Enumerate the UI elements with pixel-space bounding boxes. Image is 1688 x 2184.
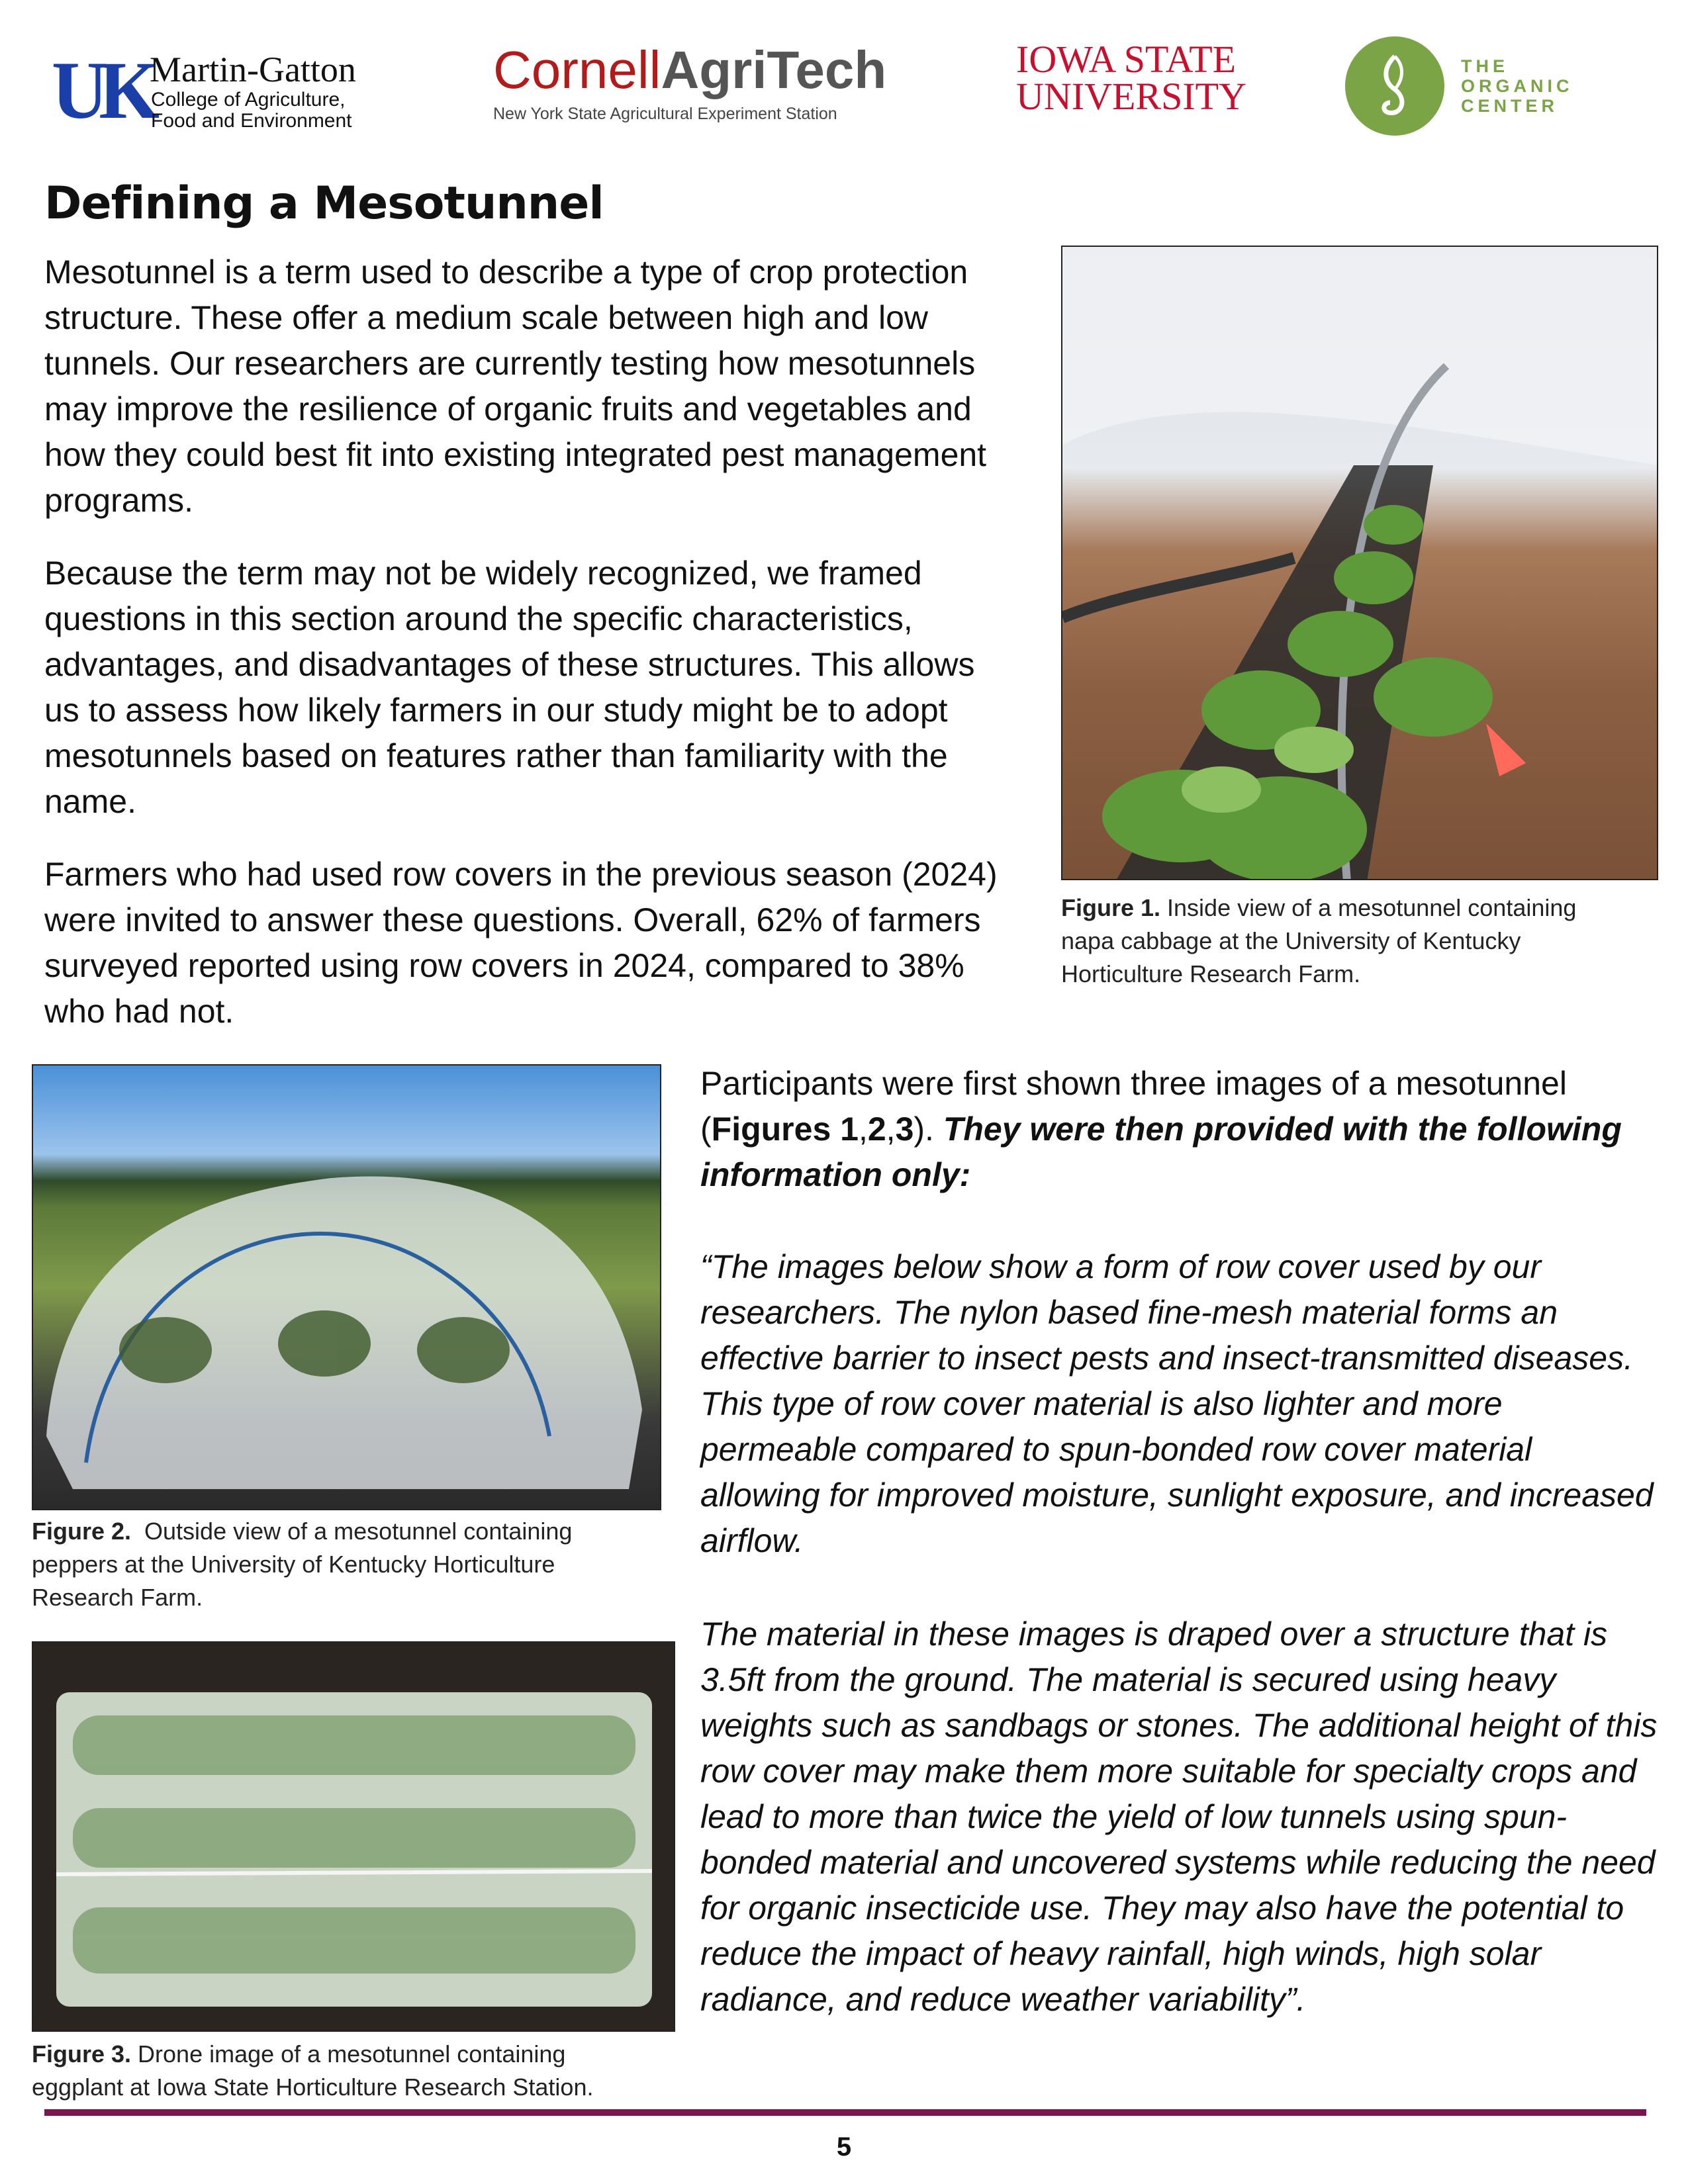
text-line: bonded material and uncovered systems while reducing the need	[700, 1844, 1656, 1881]
emphasis-text: information only:	[700, 1156, 971, 1193]
leaf-icon	[1345, 36, 1444, 136]
text-line: This type of row cover material is also lighter and more	[700, 1385, 1503, 1422]
page-number: 5	[836, 2132, 852, 2161]
quote-paragraph-1	[700, 1244, 1654, 1564]
caption-line: Horticulture Research Farm.	[1061, 960, 1361, 987]
text-line: permeable compared to spun-bonded row cover material	[700, 1431, 1532, 1468]
agritech-text: AgriTech	[661, 40, 887, 99]
uk-logo	[52, 44, 409, 136]
text-line: radiance, and reduce weather variability”.	[700, 1981, 1306, 2018]
cornell-sub: New York State Agricultural Experiment Station	[493, 105, 837, 123]
paragraph-2	[44, 551, 974, 825]
text-line: us to assess how likely farmers in our study might be to adopt	[44, 692, 948, 729]
text-line: Participants were first shown three images of a mesotunnel	[700, 1065, 1567, 1102]
figure-ref: 3	[895, 1111, 914, 1148]
footer-rule	[44, 2109, 1646, 2116]
text-line: how they could best fit into existing integrated pest management	[44, 436, 987, 473]
text-line: were invited to answer these questions. Overall, 62% of farmers	[44, 901, 981, 938]
text-line: Mesotunnel is a term used to describe a type of crop protection	[44, 253, 968, 291]
text-line: programs.	[44, 482, 194, 519]
figure-ref: Figures 1	[711, 1111, 859, 1148]
text-line: surveyed reported using row covers in 2024, compared to 38%	[44, 947, 964, 984]
uk-mark: UK	[52, 44, 150, 136]
uk-line2: Food and Environment	[151, 110, 352, 132]
iowa-line2: UNIVERSITY	[1016, 75, 1246, 118]
text-line: researchers. The nylon based fine-mesh material forms an	[700, 1294, 1558, 1331]
iowa-state-logo	[1016, 38, 1246, 118]
text-line: The material in these images is draped over a structure that is	[700, 1615, 1608, 1653]
text-line: airflow.	[700, 1522, 804, 1559]
quote-paragraph-2	[700, 1612, 1657, 2023]
organic-line1: THE	[1461, 56, 1509, 76]
page-title: Defining a Mesotunnel	[44, 177, 604, 230]
caption-line: Outside view of a mesotunnel containing	[131, 1518, 573, 1545]
text-line: Because the term may not be widely recognized, we framed	[44, 555, 922, 592]
uk-name: Martin-Gatton	[150, 50, 356, 89]
figure-3-photo	[32, 1641, 675, 2032]
text-line: weights such as sandbags or stones. The additional height of this	[700, 1707, 1658, 1744]
figure-2-photo	[32, 1064, 661, 1510]
caption-line: Inside view of a mesotunnel containing	[1160, 894, 1577, 921]
organic-line2: ORGANIC	[1461, 76, 1573, 96]
text-line: advantages, and disadvantages of these structures. This allows	[44, 646, 975, 683]
paragraph-3	[44, 852, 998, 1034]
caption-line: eggplant at Iowa State Horticulture Research Station.	[32, 2073, 594, 2101]
text-line: structure. These offer a medium scale between high and low	[44, 299, 929, 336]
figure-3-caption	[32, 2038, 593, 2104]
figure-1-photo	[1061, 246, 1658, 880]
figure-2-label: Figure 2.	[32, 1518, 132, 1545]
caption-line: napa cabbage at the University of Kentucky	[1061, 927, 1521, 954]
text-line: Farmers who had used row covers in the previous season (2024)	[44, 856, 998, 893]
text-line	[700, 1107, 1622, 1152]
intro-paragraph	[700, 1061, 1622, 1198]
uk-line1: College of Agriculture,	[151, 89, 346, 111]
emphasis-text: They were then provided with the following	[943, 1111, 1622, 1148]
text-line: may improve the resilience of organic fruits and vegetables and	[44, 390, 972, 428]
text: ,	[858, 1111, 868, 1148]
text-line: tunnels. Our researchers are currently testing how mesotunnels	[44, 345, 976, 382]
text-line: mesotunnels based on features rather than familiarity with the	[44, 737, 948, 774]
iowa-line1: IOWA STATE	[1016, 38, 1237, 81]
text: ).	[914, 1111, 943, 1148]
caption-line: Drone image of a mesotunnel containing	[131, 2040, 566, 2068]
text-line: 3.5ft from the ground. The material is secured using heavy	[700, 1661, 1556, 1698]
figure-1-caption	[1061, 891, 1576, 991]
text-line: “The images below show a form of row cover used by our	[700, 1248, 1541, 1285]
figure-1-label: Figure 1.	[1061, 894, 1161, 921]
text-line: lead to more than twice the yield of low tunnels using spun-	[700, 1798, 1568, 1835]
text-line: who had not.	[44, 993, 234, 1030]
figure-ref: 2	[867, 1111, 886, 1148]
text: (	[700, 1111, 712, 1148]
cornell-agritech-logo	[493, 41, 904, 124]
text-line: questions in this section around the specific characteristics,	[44, 600, 913, 637]
organic-center-logo	[1345, 36, 1597, 136]
text-line: allowing for improved moisture, sunlight exposure, and increased	[700, 1477, 1654, 1514]
text-line: for organic insecticide use. They may also have the potential to	[700, 1889, 1624, 1927]
text: ,	[886, 1111, 896, 1148]
figure-2-caption	[32, 1515, 572, 1614]
text-line: name.	[44, 783, 136, 820]
text-line: effective barrier to insect pests and insect-transmitted diseases.	[700, 1340, 1633, 1377]
text-line: reduce the impact of heavy rainfall, high winds, high solar	[700, 1935, 1542, 1972]
organic-line3: CENTER	[1461, 96, 1559, 116]
cornell-text: Cornell	[493, 40, 661, 99]
text-line: row cover may make them more suitable for specialty crops and	[700, 1752, 1637, 1790]
paragraph-1	[44, 250, 986, 523]
figure-3-label: Figure 3.	[32, 2040, 132, 2068]
caption-line: peppers at the University of Kentucky Horticulture	[32, 1551, 555, 1578]
caption-line: Research Farm.	[32, 1584, 203, 1611]
